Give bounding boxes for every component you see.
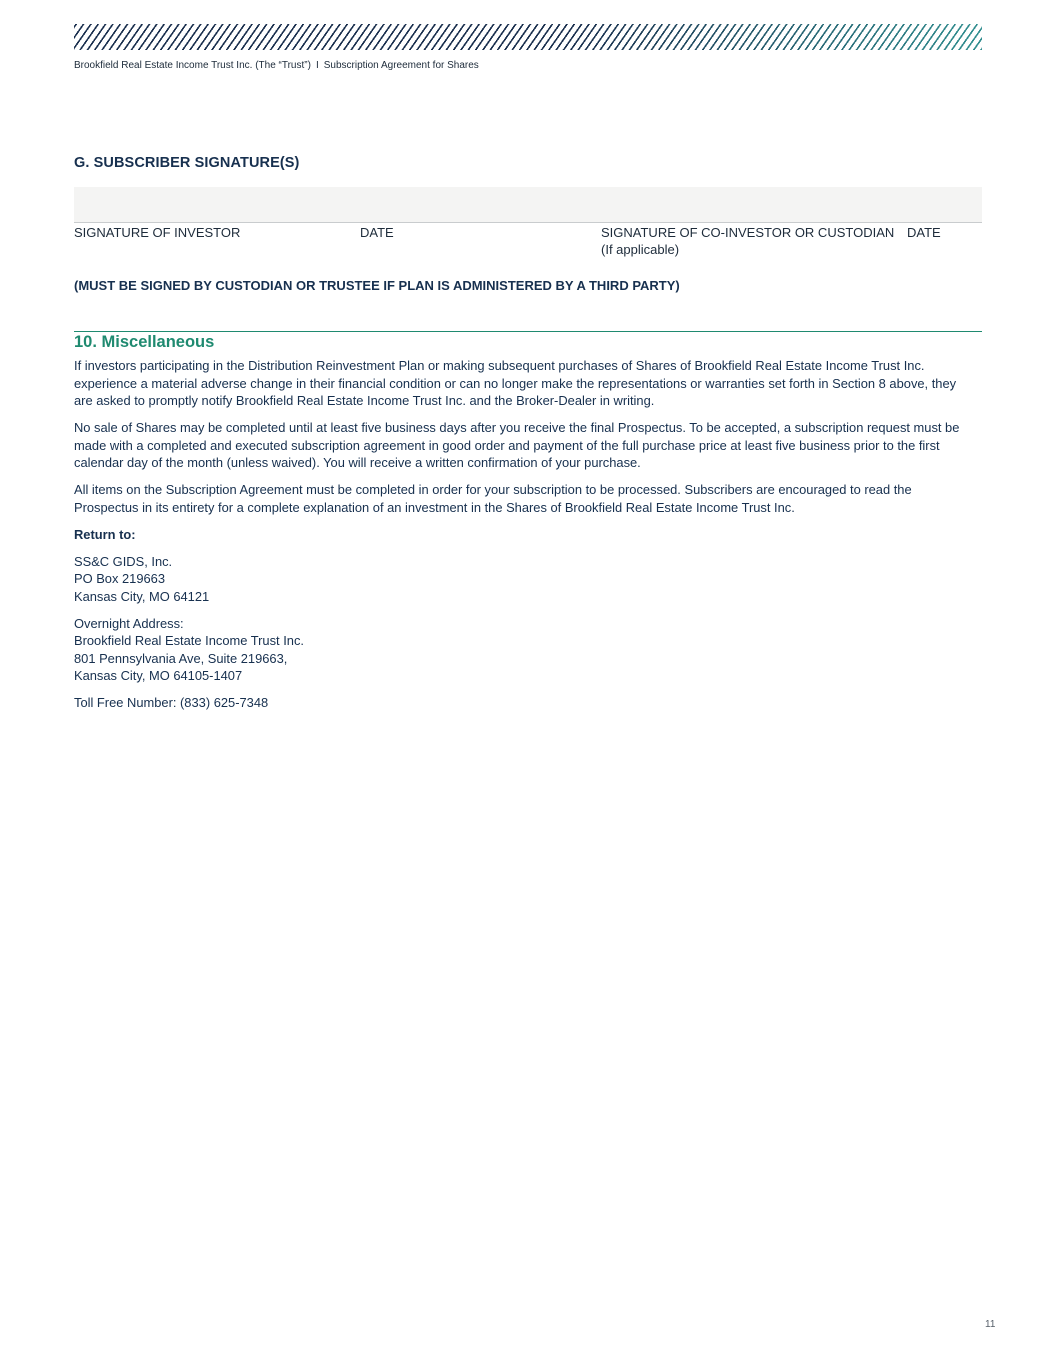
- paragraph-material-change: If investors participating in the Distribution Reinvestment Plan or making subsequent purchases of Shares of Brookfield Real Estate Income Trust Inc. experience a material adverse change in their financial condition or can no longer make the representations or warranties set forth in Section 8 above, they are asked to promptly notify Brookfield Real Estate Income Trust Inc. and the Broker-Dealer in writing.: [74, 358, 957, 408]
- coinvestor-date-label: DATE: [907, 225, 941, 240]
- page-number: 11: [985, 1319, 996, 1330]
- toll-free-number: Toll Free Number: (833) 625-7348: [74, 695, 269, 710]
- coinvestor-note: (If applicable): [601, 242, 680, 257]
- signature-field-box[interactable]: [74, 187, 982, 223]
- mailing-address: [74, 553, 974, 606]
- mailing-address-line-2: PO Box 219663: [74, 571, 166, 586]
- document-title: Brookfield Real Estate Income Trust Inc. (The “Trust”): [74, 60, 311, 71]
- mailing-address-line-1: SS&C GIDS, Inc.: [74, 553, 173, 569]
- investor-date-label: DATE: [360, 225, 394, 240]
- running-header: [74, 60, 479, 71]
- overnight-address-label: Overnight Address:: [74, 615, 184, 631]
- return-to-label: Return to:: [74, 526, 136, 542]
- custodian-signature-note: (MUST BE SIGNED BY CUSTODIAN OR TRUSTEE IF PLAN IS ADMINISTERED BY A THIRD PARTY): [74, 278, 680, 293]
- document-subtitle: Subscription Agreement for Shares: [323, 60, 479, 71]
- overnight-address: [74, 615, 974, 685]
- header-separator: I: [315, 60, 319, 71]
- section-10-body: [74, 357, 974, 721]
- section-divider: [74, 331, 982, 332]
- mailing-address-line-3: Kansas City, MO 64121: [74, 588, 210, 604]
- investor-signature-label: SIGNATURE OF INVESTOR: [74, 225, 241, 240]
- section-10-heading: 10. Miscellaneous: [74, 333, 215, 351]
- paragraph-completion-required: All items on the Subscription Agreement must be completed in order for your subscription to be processed. Subscribers are encouraged to read the Prospectus in its entirety for a complete explanation of an investment in the Shares of Brookfield Real Estate Income Trust Inc.: [74, 482, 912, 515]
- header-stripe-gradient: [74, 24, 982, 50]
- coinvestor-signature-label: [601, 224, 894, 258]
- paragraph-sale-completion: No sale of Shares may be completed until at least five business days after you receive the final Prospectus. To be accepted, a subscription request must be made with a completed and executed subscription agreement in good order and payment of the full purchase price at least five business prior to the first calendar day of the month (unless waived). You will receive a written confirmation of your purchase.: [74, 420, 960, 470]
- overnight-address-line-2: 801 Pennsylvania Ave, Suite 219663,: [74, 650, 288, 666]
- overnight-address-line-1: Brookfield Real Estate Income Trust Inc.: [74, 633, 304, 648]
- coinvestor-signature-text: SIGNATURE OF CO-INVESTOR OR CUSTODIAN: [601, 225, 895, 240]
- overnight-address-line-3: Kansas City, MO 64105-1407: [74, 668, 243, 683]
- section-g-heading: G. SUBSCRIBER SIGNATURE(S): [74, 155, 300, 171]
